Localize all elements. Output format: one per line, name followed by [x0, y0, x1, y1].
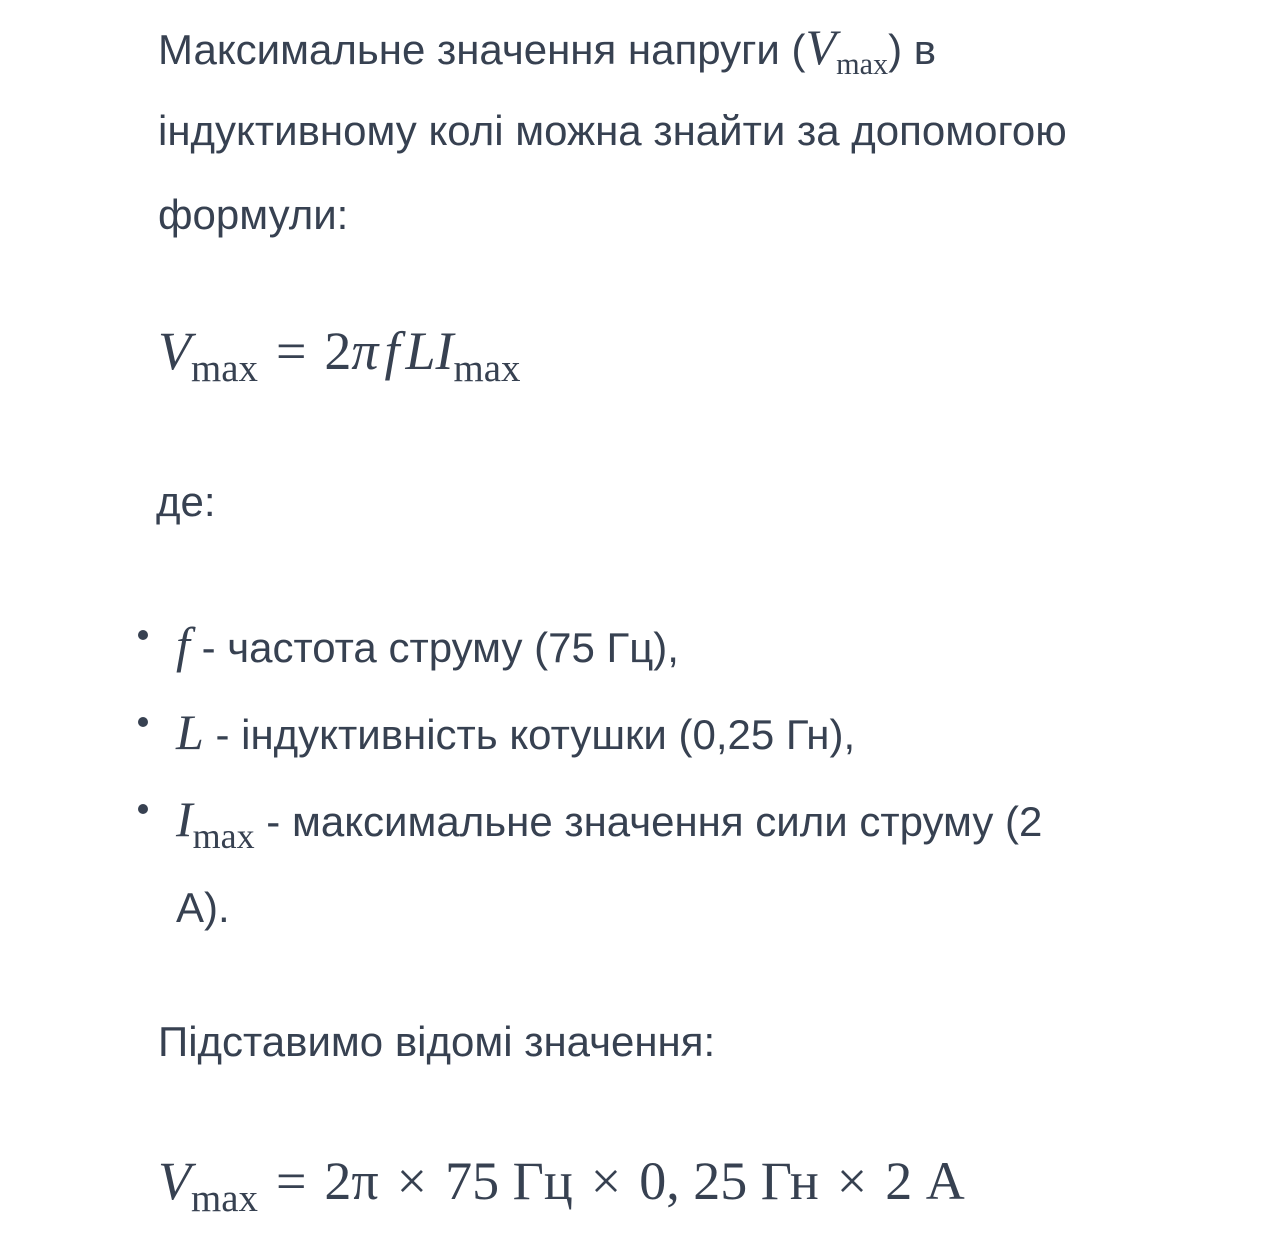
intro-line-2: індуктивному колі можна знайти за допомогою	[158, 107, 1067, 154]
formula-var-v: V	[158, 1151, 191, 1211]
inline-var-v: V	[805, 19, 837, 75]
times-sign: ×	[396, 1151, 428, 1211]
intro-text-suffix: ) в	[888, 26, 937, 73]
times-sign: ×	[590, 1151, 622, 1211]
definition-text: - частота струму (75 Гц),	[189, 624, 679, 671]
bullet-icon	[138, 630, 148, 640]
definition-continuation: А).	[176, 884, 230, 931]
definition-symbol: I	[176, 791, 193, 847]
inductance-value: 0, 25	[639, 1151, 748, 1211]
intro-paragraph	[158, 5, 1067, 257]
list-item	[130, 777, 1042, 950]
frequency-value: 75	[445, 1151, 500, 1211]
equals-sign: =	[275, 1151, 307, 1211]
formula-var-l: L	[405, 321, 436, 381]
definition-symbol-sub: max	[192, 815, 255, 856]
inline-sub-max: max	[836, 46, 889, 81]
formula-sub-i-max: max	[453, 347, 521, 391]
formula-var-i: I	[435, 321, 454, 381]
definition-text: - максимальне значення сили струму (2	[254, 798, 1043, 845]
bullet-icon	[138, 717, 148, 727]
formula-var-f: f	[384, 321, 400, 381]
definitions-list	[130, 603, 1042, 950]
equals-sign: =	[275, 321, 307, 381]
intro-line-3: формули:	[158, 191, 349, 238]
definition-symbol: L	[176, 704, 204, 760]
list-item	[130, 603, 1042, 690]
formula-pi: π	[351, 321, 379, 381]
times-sign: ×	[836, 1151, 868, 1211]
formula-substituted	[158, 1150, 965, 1221]
list-item	[130, 690, 1042, 777]
current-unit: А	[925, 1151, 965, 1211]
substitute-label: Підставимо відомі значення:	[158, 1018, 716, 1065]
inductance-unit: Гн	[760, 1151, 819, 1211]
formula-sub-max: max	[191, 347, 258, 391]
frequency-unit: Гц	[512, 1151, 573, 1211]
bullet-icon	[138, 804, 148, 814]
where-label: де:	[156, 478, 216, 525]
intro-line-1	[158, 5, 1067, 89]
current-value: 2	[885, 1151, 913, 1211]
formula-sub-max: max	[191, 1177, 258, 1221]
definition-symbol: f	[176, 617, 190, 673]
formula-vmax	[158, 320, 521, 391]
definition-text: - індуктивність котушки (0,25 Гн),	[203, 711, 856, 758]
formula-var-v: V	[158, 321, 191, 381]
formula-coef: 2	[324, 321, 352, 381]
formula-two-pi: 2π	[324, 1151, 379, 1211]
intro-text-prefix: Максимальне значення напруги (	[158, 26, 806, 73]
